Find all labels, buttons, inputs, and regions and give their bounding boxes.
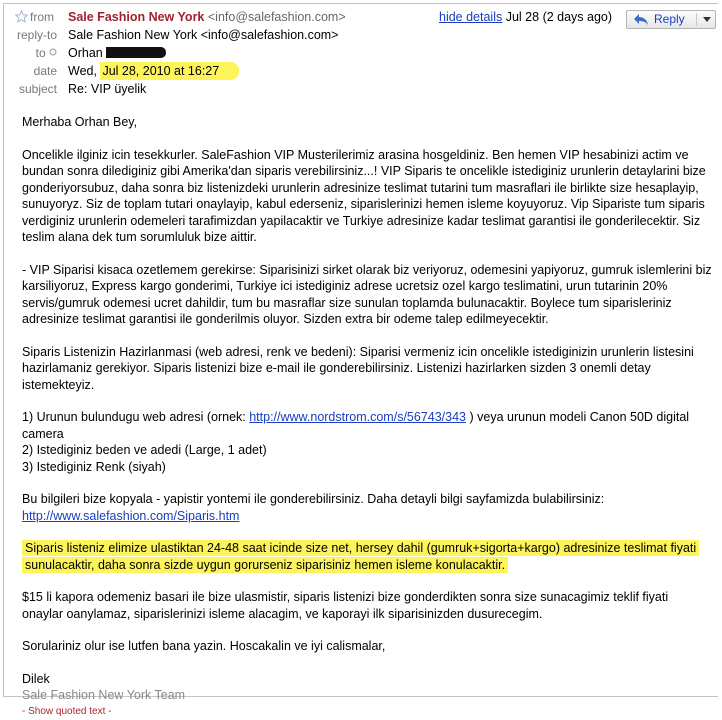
redacted-email (106, 47, 166, 58)
sender-email: <info@salefashion.com> (208, 10, 346, 24)
paragraph-summary: - VIP Siparisi kisaca ozetlemem gerekirse: Siparisinizi sirket olarak biz veriyoruz, odemesini yapiyoruz, gumruk islemlerini biz karsiliyoruz, Express kargo gonderimi, Turkiye ici istediginiz adrese ucretsiz ozel kargo teslimatini, urun tutarinin 20% servis/gumruk odemesi ucret dahildir, tum bu masraflar size sunulan toplamda bulunacaktir. Boylece tum siparisleriniz adresinize teslimat garantisi ile gonderilmis oluyor. Sizden extra bir odeme talep edilmeyecektir. (22, 262, 712, 328)
signature-name: Dilek (22, 671, 712, 688)
paragraph-closing: Sorulariniz olur ise lutfen bana yazin. Hoscakalin ve iyi calismalar, (22, 638, 712, 655)
star-icon[interactable] (15, 10, 28, 23)
paragraph-pricing (22, 540, 712, 573)
email-message (3, 3, 718, 697)
pricing-highlighted: Siparis listeniz elimize ulastiktan 24-48 saat icinde size net, hersey dahil (gumruk+sigorta+kargo) adresinize teslimat fiyati sunulacaktir, daha sonra sizde uygun gorurseniz siparisiniz hemen isleme konulacaktir. (22, 540, 699, 573)
item2: 2) Istediginiz beden ve adedi (Large, 1 adet) (22, 443, 267, 457)
contact-icon (49, 48, 57, 56)
hide-details-link[interactable]: hide details (439, 10, 502, 24)
subject-label: subject (4, 80, 57, 98)
reply-dropdown-icon[interactable] (703, 17, 711, 22)
from-row (4, 8, 719, 26)
salefashion-link[interactable]: http://www.salefashion.com/Siparis.htm (22, 509, 239, 523)
show-quoted-text[interactable]: - Show quoted text - (22, 704, 712, 720)
paragraph-deposit: $15 li kapora odemeniz basari ile bize ulasmistir, siparis listenizi bize gonderdikten sonra size sunacagimiz teklif fiyati onaylar oanylamaz, siparislerinizi isleme alacagim, ve kaporayi ilk siparisinizden dusurecegim. (22, 589, 712, 622)
to-value: Orhan (68, 46, 103, 60)
from-label: from (30, 10, 54, 24)
signature (22, 671, 712, 720)
item1-suffix: ) veya urunun modeli Canon 50D digital camera (22, 410, 689, 441)
to-label: to (36, 46, 46, 60)
nordstrom-link[interactable]: http://www.nordstrom.com/s/56743/343 (249, 410, 466, 424)
to-value-wrap (68, 44, 166, 62)
paragraph-list-prep: Siparis Listenizin Hazirlanmasi (web adresi, renk ve bedeni): Siparisi vermeniz icin oncelikle istediginizin urunlerin listesini hazirlamaniz gerekiyor. Siparis listenizi bize e-mail ile gonderebilirsiniz. Listenizi hazirlarken sizden 3 onemli detay istemekteyiz. (22, 344, 712, 394)
copy-paste-text: Bu bilgileri bize kopyala - yapistir yontemi ile gonderebilirsiniz. Daha detayli bilgi sayfamizda bulabilirsiniz: (22, 492, 604, 506)
signature-team: Sale Fashion New York Team (22, 687, 712, 704)
greeting: Merhaba Orhan Bey, (22, 114, 712, 131)
sender (68, 8, 346, 26)
date-value-wrap (68, 62, 239, 80)
date-value: Jul 28, 2010 at 16:27 (100, 62, 239, 80)
sender-name[interactable]: Sale Fashion New York (68, 10, 204, 24)
date-prefix: Wed, (68, 64, 97, 78)
item1-prefix: 1) Urunun bulundugu web adresi (ornek: (22, 410, 246, 424)
from-label-wrap (4, 8, 54, 26)
replyto-label: reply-to (4, 26, 57, 44)
paragraph-items (22, 409, 712, 475)
date-label: date (4, 62, 57, 80)
reply-button[interactable] (626, 10, 716, 29)
reply-separator (696, 13, 697, 26)
item3: 3) Istediginiz Renk (siyah) (22, 460, 166, 474)
date-short: Jul 28 (2 days ago) (506, 10, 612, 24)
reply-label: Reply (654, 11, 685, 28)
paragraph-copy-paste (22, 491, 712, 524)
email-body (22, 114, 712, 720)
reply-arrow-icon (633, 13, 649, 26)
subject-value: Re: VIP üyelik (68, 80, 146, 98)
to-label-wrap (4, 44, 57, 62)
paragraph-intro: Oncelikle ilginiz icin tesekkurler. SaleFashion VIP Musterilerimiz arasina hosgeldiniz. Ben hemen VIP hesabinizi actim ve bundan sonra dilediginiz gibi Amerika'dan siparis verebilirsiniz...! VIP Siparis te oncelikle istediginiz urunlerin detaylarini bize gonderiyorsubuz, daha sonra biz listenizdeki urunlerin adresinize teslimat tutarini tum masraflari ile birlikte size hesaplayip, sunuyoryz. Siz de toplam tutari onaylayip, kabul ederseniz, siparislerinizi hemen isleme koyuyoruz. Vip Sipariste tum siparis verdiginiz urunlerin odemeleri tarafimizdan yapilacaktir ve Turkiye adresinize kadar teslimat garantisi ile gonderilecektir. Siz teslim alana dek tum sorumluluk bize aittir. (22, 147, 712, 246)
replyto-value: Sale Fashion New York <info@salefashion.com> (68, 26, 338, 44)
header-right (439, 8, 612, 26)
